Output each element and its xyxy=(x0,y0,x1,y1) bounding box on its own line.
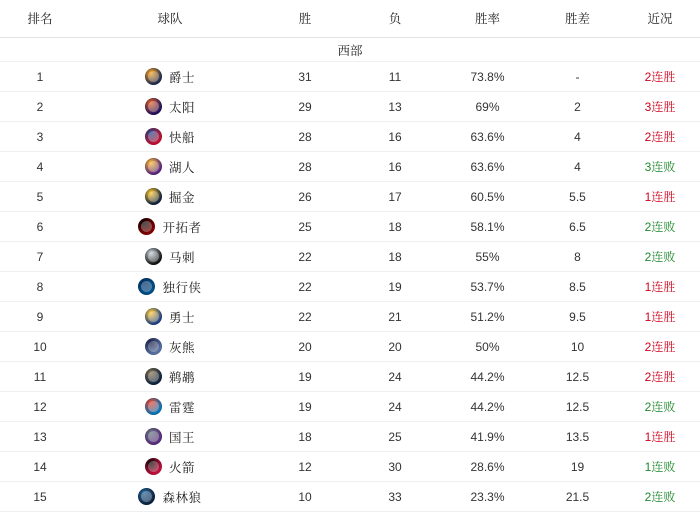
conference-section-row xyxy=(0,38,700,62)
team-cell xyxy=(80,242,260,271)
team-cell xyxy=(80,212,260,241)
team-logo-icon xyxy=(145,128,162,145)
header-row xyxy=(0,0,700,38)
cell-rank: 6 xyxy=(0,212,80,242)
cell-streak: 2连胜 xyxy=(620,332,700,362)
team-name: 湖人 xyxy=(168,160,195,175)
cell-team[interactable] xyxy=(80,212,260,242)
cell-losses: 25 xyxy=(350,422,440,452)
cell-games-behind: 10 xyxy=(535,332,620,362)
team-logo-icon xyxy=(145,98,162,115)
cell-rank: 15 xyxy=(0,482,80,512)
cell-rank: 2 xyxy=(0,92,80,122)
cell-streak: 1连胜 xyxy=(620,422,700,452)
cell-games-behind: 8.5 xyxy=(535,272,620,302)
cell-wins: 22 xyxy=(260,272,350,302)
cell-wins: 10 xyxy=(260,482,350,512)
team-cell xyxy=(80,272,260,301)
cell-wins: 31 xyxy=(260,62,350,92)
team-logo-icon xyxy=(138,218,155,235)
cell-team[interactable] xyxy=(80,242,260,272)
cell-losses: 16 xyxy=(350,122,440,152)
team-logo-icon xyxy=(145,68,162,85)
team-logo-icon xyxy=(145,308,162,325)
team-name: 马刺 xyxy=(168,250,195,265)
cell-win-pct: 73.8% xyxy=(440,62,535,92)
table-row[interactable] xyxy=(0,152,700,182)
cell-rank: 7 xyxy=(0,242,80,272)
cell-losses: 17 xyxy=(350,182,440,212)
cell-rank: 11 xyxy=(0,362,80,392)
team-name: 森林狼 xyxy=(162,490,202,505)
table-row[interactable] xyxy=(0,332,700,362)
team-cell xyxy=(80,332,260,361)
cell-losses: 20 xyxy=(350,332,440,362)
table-row[interactable] xyxy=(0,482,700,512)
column-header-losses: 负 xyxy=(350,0,440,38)
cell-games-behind: 19 xyxy=(535,452,620,482)
team-cell xyxy=(80,92,260,121)
cell-team[interactable] xyxy=(80,452,260,482)
cell-win-pct: 53.7% xyxy=(440,272,535,302)
conference-label: 西部 xyxy=(0,38,700,62)
team-name: 雷霆 xyxy=(168,400,195,415)
cell-streak: 2连败 xyxy=(620,212,700,242)
team-cell xyxy=(80,392,260,421)
cell-rank: 10 xyxy=(0,332,80,362)
table-row[interactable] xyxy=(0,362,700,392)
team-name: 国王 xyxy=(168,430,195,445)
cell-wins: 29 xyxy=(260,92,350,122)
cell-team[interactable] xyxy=(80,422,260,452)
table-row[interactable] xyxy=(0,242,700,272)
team-name: 快船 xyxy=(168,130,195,145)
team-logo-icon xyxy=(138,488,155,505)
team-cell xyxy=(80,182,260,211)
cell-streak: 1连败 xyxy=(620,452,700,482)
team-logo-icon xyxy=(145,248,162,265)
team-cell xyxy=(80,362,260,391)
table-row[interactable] xyxy=(0,122,700,152)
table-row[interactable] xyxy=(0,422,700,452)
cell-team[interactable] xyxy=(80,182,260,212)
cell-games-behind: 4 xyxy=(535,152,620,182)
team-cell xyxy=(80,482,260,511)
cell-streak: 2连败 xyxy=(620,392,700,422)
team-cell xyxy=(80,302,260,331)
cell-streak: 3连败 xyxy=(620,152,700,182)
cell-team[interactable] xyxy=(80,392,260,422)
cell-wins: 12 xyxy=(260,452,350,482)
team-name: 独行侠 xyxy=(162,280,202,295)
cell-team[interactable] xyxy=(80,272,260,302)
cell-wins: 25 xyxy=(260,212,350,242)
team-logo-icon xyxy=(145,188,162,205)
cell-win-pct: 23.3% xyxy=(440,482,535,512)
column-header-team: 球队 xyxy=(80,0,260,38)
team-name: 勇士 xyxy=(168,310,195,325)
cell-team[interactable] xyxy=(80,362,260,392)
cell-losses: 13 xyxy=(350,92,440,122)
team-logo-icon xyxy=(145,158,162,175)
cell-win-pct: 41.9% xyxy=(440,422,535,452)
cell-team[interactable] xyxy=(80,482,260,512)
table-row[interactable] xyxy=(0,452,700,482)
cell-win-pct: 63.6% xyxy=(440,152,535,182)
cell-streak: 2连败 xyxy=(620,242,700,272)
cell-win-pct: 55% xyxy=(440,242,535,272)
cell-rank: 3 xyxy=(0,122,80,152)
cell-win-pct: 69% xyxy=(440,92,535,122)
cell-streak: 2连败 xyxy=(620,482,700,512)
team-logo-icon xyxy=(145,368,162,385)
cell-games-behind: 2 xyxy=(535,92,620,122)
cell-rank: 13 xyxy=(0,422,80,452)
team-cell xyxy=(80,152,260,181)
table-row[interactable] xyxy=(0,62,700,92)
table-row[interactable] xyxy=(0,212,700,242)
cell-wins: 18 xyxy=(260,422,350,452)
cell-team[interactable] xyxy=(80,122,260,152)
cell-win-pct: 51.2% xyxy=(440,302,535,332)
cell-rank: 14 xyxy=(0,452,80,482)
cell-streak: 1连胜 xyxy=(620,272,700,302)
cell-team[interactable] xyxy=(80,332,260,362)
cell-streak: 2连胜 xyxy=(620,62,700,92)
table-header xyxy=(0,0,700,38)
column-header-wins: 胜 xyxy=(260,0,350,38)
cell-games-behind: 21.5 xyxy=(535,482,620,512)
team-name: 鹈鹕 xyxy=(168,370,195,385)
cell-losses: 16 xyxy=(350,152,440,182)
cell-games-behind: 8 xyxy=(535,242,620,272)
cell-win-pct: 63.6% xyxy=(440,122,535,152)
cell-streak: 1连胜 xyxy=(620,302,700,332)
cell-team[interactable] xyxy=(80,302,260,332)
cell-losses: 24 xyxy=(350,392,440,422)
team-logo-icon xyxy=(145,428,162,445)
cell-losses: 11 xyxy=(350,62,440,92)
table-row[interactable] xyxy=(0,272,700,302)
cell-rank: 12 xyxy=(0,392,80,422)
cell-team[interactable] xyxy=(80,92,260,122)
team-name: 火箭 xyxy=(168,460,195,475)
cell-streak: 3连胜 xyxy=(620,92,700,122)
team-logo-icon xyxy=(138,278,155,295)
cell-games-behind: 9.5 xyxy=(535,302,620,332)
cell-rank: 8 xyxy=(0,272,80,302)
cell-losses: 19 xyxy=(350,272,440,302)
cell-games-behind: 12.5 xyxy=(535,362,620,392)
cell-losses: 21 xyxy=(350,302,440,332)
cell-win-pct: 58.1% xyxy=(440,212,535,242)
cell-team[interactable] xyxy=(80,62,260,92)
team-name: 太阳 xyxy=(168,100,195,115)
column-header-pct: 胜率 xyxy=(440,0,535,38)
cell-rank: 9 xyxy=(0,302,80,332)
team-logo-icon xyxy=(145,458,162,475)
cell-win-pct: 60.5% xyxy=(440,182,535,212)
cell-games-behind: 13.5 xyxy=(535,422,620,452)
cell-wins: 28 xyxy=(260,152,350,182)
team-name: 开拓者 xyxy=(162,220,202,235)
cell-team[interactable] xyxy=(80,152,260,182)
table-body xyxy=(0,38,700,512)
cell-win-pct: 50% xyxy=(440,332,535,362)
cell-rank: 1 xyxy=(0,62,80,92)
cell-losses: 33 xyxy=(350,482,440,512)
team-cell xyxy=(80,452,260,481)
cell-streak: 1连胜 xyxy=(620,182,700,212)
cell-wins: 22 xyxy=(260,242,350,272)
cell-streak: 2连胜 xyxy=(620,122,700,152)
cell-wins: 19 xyxy=(260,362,350,392)
cell-wins: 19 xyxy=(260,392,350,422)
team-cell xyxy=(80,422,260,451)
cell-rank: 4 xyxy=(0,152,80,182)
cell-wins: 26 xyxy=(260,182,350,212)
table-row[interactable] xyxy=(0,302,700,332)
team-logo-icon xyxy=(145,398,162,415)
cell-wins: 20 xyxy=(260,332,350,362)
table-row[interactable] xyxy=(0,392,700,422)
team-name: 爵士 xyxy=(168,70,195,85)
team-cell xyxy=(80,62,260,91)
cell-win-pct: 28.6% xyxy=(440,452,535,482)
column-header-streak: 近况 xyxy=(620,0,700,38)
column-header-gb: 胜差 xyxy=(535,0,620,38)
team-cell xyxy=(80,122,260,151)
team-logo-icon xyxy=(145,338,162,355)
cell-losses: 18 xyxy=(350,242,440,272)
cell-losses: 30 xyxy=(350,452,440,482)
cell-rank: 5 xyxy=(0,182,80,212)
cell-wins: 22 xyxy=(260,302,350,332)
cell-losses: 24 xyxy=(350,362,440,392)
cell-win-pct: 44.2% xyxy=(440,392,535,422)
column-header-rank: 排名 xyxy=(0,0,80,38)
cell-streak: 2连胜 xyxy=(620,362,700,392)
cell-wins: 28 xyxy=(260,122,350,152)
cell-games-behind: 4 xyxy=(535,122,620,152)
team-name: 灰熊 xyxy=(168,340,195,355)
table-row[interactable] xyxy=(0,92,700,122)
table-row[interactable] xyxy=(0,182,700,212)
cell-losses: 18 xyxy=(350,212,440,242)
team-name: 掘金 xyxy=(168,190,195,205)
cell-games-behind: 6.5 xyxy=(535,212,620,242)
cell-games-behind: 5.5 xyxy=(535,182,620,212)
cell-games-behind: 12.5 xyxy=(535,392,620,422)
cell-games-behind: - xyxy=(535,62,620,92)
cell-win-pct: 44.2% xyxy=(440,362,535,392)
